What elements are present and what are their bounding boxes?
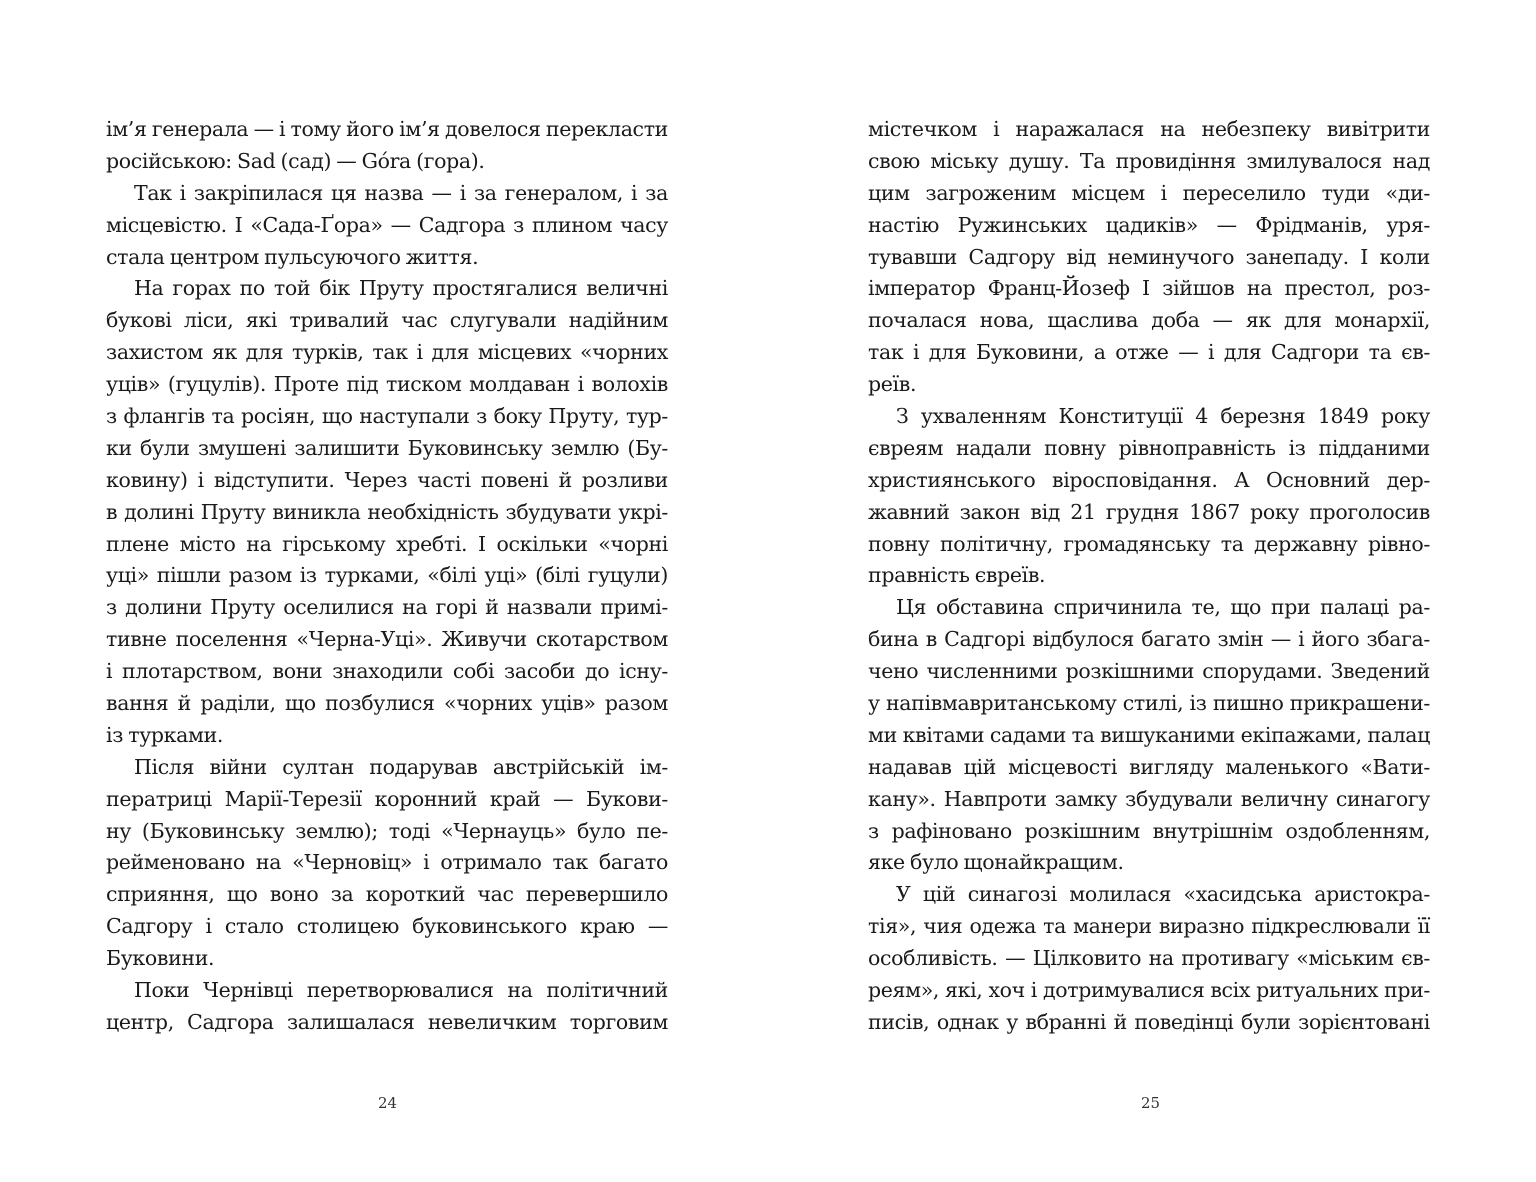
text-line: реїв.	[868, 372, 917, 397]
text-line: букові ліси, які тривалий час слугували надійним	[106, 308, 668, 333]
text-line: у напівмавританському стилі, із пишно прикрашени-	[868, 691, 1430, 716]
text-line: уців» (гуцулів). Проте під тиском молдаван і волохів	[106, 372, 668, 397]
text-line: ки були змушені залишити Буковинську землю (Бу-	[106, 435, 668, 460]
text-line: свою міську душу. Та провидіння змилувалося над	[868, 148, 1430, 173]
text-line: Після війни султан подарував австрійській ім-	[134, 754, 668, 779]
text-line: На горах по той бік Пруту простягалися величні	[134, 276, 668, 301]
text-line: Буковини.	[106, 946, 215, 971]
page-number-left: 24	[378, 1094, 398, 1112]
text-line: повну політичну, громадянську та державну рівно-	[868, 531, 1430, 556]
text-line: ім’я генерала — і тому його ім’я довелося перекласти	[106, 117, 668, 141]
text-line: сприяння, що воно за короткий час перевершило	[106, 882, 668, 907]
text-line: із турками.	[106, 722, 224, 747]
text-line: захистом як для турків, так і для місцевих «чорних	[106, 340, 668, 365]
page-number-right: 25	[1141, 1094, 1161, 1112]
text-line: особливість. — Цілковито на противагу «міським єв-	[868, 946, 1430, 971]
text-line: реям», які, хоч і дотримувалися всіх ритуальних при-	[868, 978, 1430, 1003]
text-line: плене місто на гірському хребті. І оскільки «чорні	[106, 531, 668, 556]
text-line: писів, однак у вбранні й поведінці були зорієнтовані	[868, 1009, 1430, 1034]
text-line: містечком і наражалася на небезпеку вивітрити	[868, 117, 1430, 141]
text-line: Садгору і стало столицею буковинського краю —	[106, 914, 668, 939]
text-line: ну (Буковинську землю); тоді «Чернауць» було пе-	[106, 818, 668, 843]
text-line: місцевістю. І «Сада-Ґора» — Садгора з плином часу	[106, 212, 668, 237]
text-line: настію Ружинських цадиків» — Фрідманів, уря-	[868, 212, 1430, 237]
text-line: тивне поселення «Черна-Уці». Живучи скотарством	[106, 627, 668, 652]
text-line: правність євреїв.	[868, 563, 1046, 588]
text-line: кану». Навпроти замку збудували величну синагогу	[868, 786, 1430, 811]
text-line: Ця обставина спричинила те, що при палаці ра-	[896, 595, 1430, 620]
text-line: рейменовано на «Черновіц» і отримало так багато	[106, 850, 668, 875]
text-line: З ухваленням Конституції 4 березня 1849 року	[896, 404, 1430, 429]
text-line: уці» пішли разом із турками, «білі уці» (білі гуцули)	[106, 563, 668, 588]
left-page-text	[106, 114, 668, 1039]
text-line: ми квітами садами та вишуканими екіпажами, палац	[868, 722, 1430, 747]
text-line: стала центром пульсуючого життя.	[106, 244, 479, 269]
text-line: так і для Буковини, а отже — і для Садгори та єв-	[868, 340, 1430, 365]
text-line: з флангів та росіян, що наступали з боку Пруту, тур-	[106, 404, 668, 429]
text-line: бина в Садгорі відбулося багато змін — і його збага-	[868, 627, 1430, 652]
text-line: чено численними розкішними спорудами. Зведений	[868, 659, 1430, 684]
text-line: Так і закріпилася ця назва — і за генералом, і за	[134, 180, 668, 205]
text-line: тувавши Садгору від неминучого занепаду. І коли	[868, 244, 1430, 269]
text-line: яке було щонайкращим.	[868, 850, 1124, 875]
text-line: цим загроженим місцем і переселило туди «ди-	[868, 180, 1430, 205]
text-line: вання й раділи, що позбулися «чорних уців» разом	[106, 691, 668, 716]
text-line: з рафіновано розкішним внутрішнім оздобленням,	[868, 818, 1430, 843]
text-line: надавав цій місцевості вигляду маленького «Вати-	[868, 754, 1430, 779]
text-line: імператор Франц-Йозеф I зійшов на престол, роз-	[868, 276, 1430, 301]
text-line: російською: Sad (сад) — Góra (гора).	[106, 148, 485, 173]
text-line: і плотарством, вони знаходили собі засоби до існу-	[106, 659, 668, 684]
text-line: ператриці Марії-Терезії коронний край — Букови-	[106, 786, 668, 811]
text-line: з долини Пруту оселилися на горі й назвали примі-	[106, 595, 668, 620]
text-line: Поки Чернівці перетворювалися на політичний	[134, 978, 668, 1003]
text-line: євреям надали повну рівноправність із підданими	[868, 435, 1430, 460]
text-line: У цій синагозі молилася «хасидська аристокра-	[896, 882, 1430, 907]
text-line: ковину) і відступити. Через часті повені й розливи	[106, 467, 668, 492]
text-line: жавний закон від 21 грудня 1867 року проголосив	[868, 499, 1430, 524]
text-line: в долині Пруту виникла необхідність збудувати укрі-	[106, 499, 668, 524]
text-line: тія», чия одежа та манери виразно підкреслювали її	[868, 914, 1430, 939]
text-line: почалася нова, щаслива доба — як для монархії,	[868, 308, 1430, 333]
right-page-text	[868, 114, 1430, 1039]
text-line: християнського віросповідання. А Основний дер-	[868, 467, 1430, 492]
text-line: центр, Садгора залишалася невеличким торговим	[106, 1009, 668, 1034]
